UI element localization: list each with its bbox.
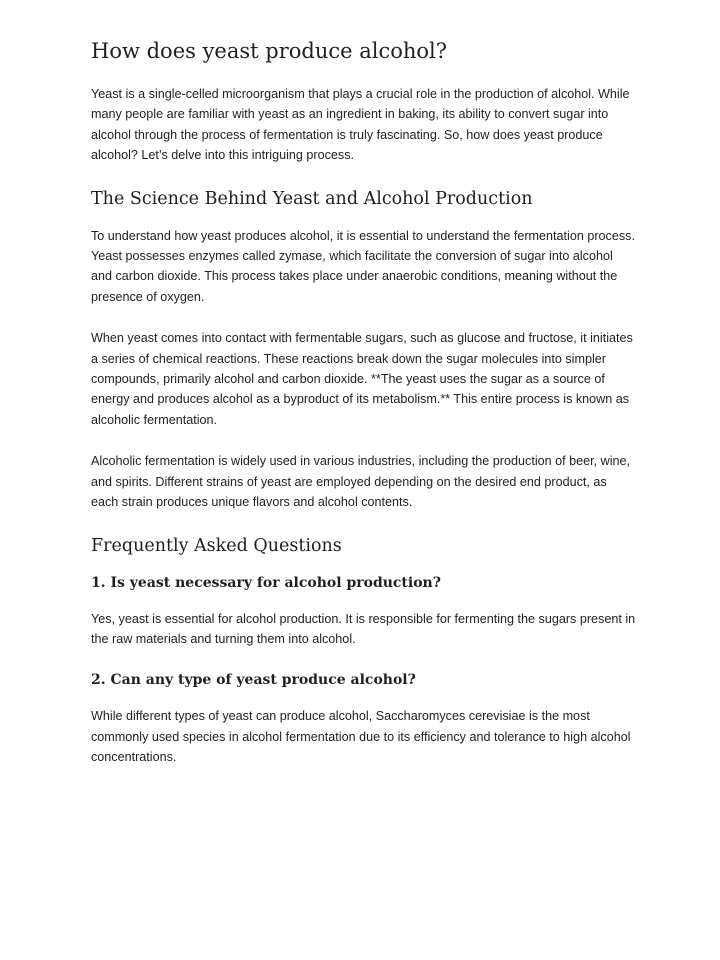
science-paragraph-1: To understand how yeast produces alcohol, it is essential to understand the fermentation process. Yeast possesses enzymes called zymase, which facilitate the conversion of sugar into alcohol and carbon dioxide. This process takes place under anaerobic conditions, meaning without the presence of oxygen. — [91, 228, 635, 304]
science-section-heading: The Science Behind Yeast and Alcohol Production — [91, 188, 533, 209]
faq-answer-2: While different types of yeast can produce alcohol, Saccharomyces cerevisiae is the most commonly used species in alcohol fermentation due to its efficiency and tolerance to high alcohol concentrations. — [91, 709, 631, 765]
science-paragraph-3: Alcoholic fermentation is widely used in various industries, including the production of beer, wine, and spirits. Different strains of yeast are employed depending on the desired end product, as each strain produces unique flavors and alcohol contents. — [91, 454, 631, 510]
faq-question-2: 2. Can any type of yeast produce alcohol? — [91, 672, 416, 689]
article-page — [91, 38, 636, 789]
article-title: How does yeast produce alcohol? — [91, 39, 448, 63]
intro-paragraph: Yeast is a single-celled microorganism that plays a crucial role in the production of alcohol. While many people are familiar with yeast as an ingredient in baking, its ability to convert sugar into alcohol through the process of fermentation is truly fascinating. So, how does yeast produce alcohol? Let’s delve into this intriguing process. — [91, 87, 630, 163]
faq-answer-1: Yes, yeast is essential for alcohol production. It is responsible for fermenting the sugars present in the raw materials and turning them into alcohol. — [91, 611, 636, 646]
faq-heading: Frequently Asked Questions — [91, 535, 342, 556]
faq-question-1: 1. Is yeast necessary for alcohol production? — [91, 574, 441, 591]
science-paragraph-2: When yeast comes into contact with fermentable sugars, such as glucose and fructose, it initiates a series of chemical reactions. These reactions break down the sugar molecules into simpler compounds, primarily alcohol and carbon dioxide. **The yeast uses the sugar as a source of energy and produces alcohol as a byproduct of its metabolism.** This entire process is known as alcoholic fermentation. — [91, 331, 633, 427]
